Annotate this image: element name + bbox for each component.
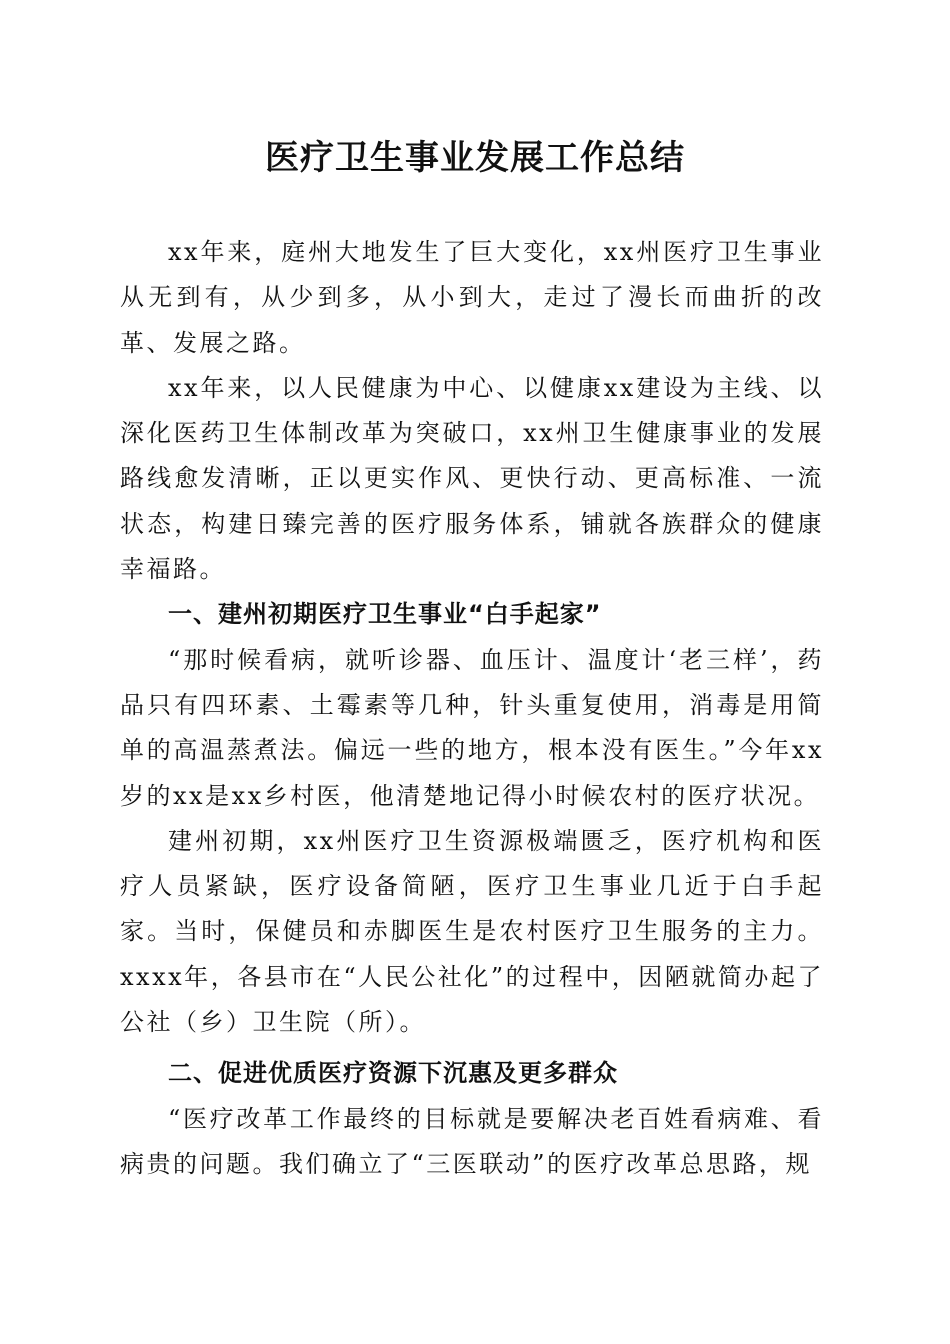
- paragraph-development-path: xx年来，以人民健康为中心、以健康xx建设为主线、以深化医药卫生体制改革为突破口，xx州卫生健康事业的发展路线愈发清晰，正以更实作风、更快行动、更高标准、一流状态，构建日臻完善的医疗服务体系，铺就各族群众的健康幸福路。: [120, 373, 824, 584]
- section-heading-1: 一、建州初期医疗卫生事业“白手起家”: [168, 600, 602, 629]
- document-title: 医疗卫生事业发展工作总结: [265, 138, 685, 178]
- section-heading-2: 二、促进优质医疗资源下沉惠及更多群众: [168, 1059, 618, 1088]
- paragraph-intro: xx年来，庭州大地发生了巨大变化，xx州医疗卫生事业从无到有，从少到多，从小到大，走过了漫长而曲折的改革、发展之路。: [120, 238, 824, 357]
- document-body: [120, 230, 824, 1187]
- paragraph-village-doctor-quote: “那时候看病，就听诊器、血压计、温度计‘老三样’，药品只有四环素、土霉素等几种，针头重复使用，消毒是用简单的高温蒸煮法。偏远一些的地方，根本没有医生。”今年xx岁的xx是xx乡村医，他清楚地记得小时候农村的医疗状况。: [120, 645, 824, 810]
- paragraph-reform-quote: “医疗改革工作最终的目标就是要解决老百姓看病难、看病贵的问题。我们确立了“三医联动”的医疗改革总思路，规: [120, 1104, 824, 1178]
- paragraph-early-period: 建州初期，xx州医疗卫生资源极端匮乏，医疗机构和医疗人员紧缺，医疗设备简陋，医疗卫生事业几近于白手起家。当时，保健员和赤脚医生是农村医疗卫生服务的主力。xxxx年，各县市在“人民公社化”的过程中，因陋就简办起了公社（乡）卫生院（所）。: [120, 826, 824, 1037]
